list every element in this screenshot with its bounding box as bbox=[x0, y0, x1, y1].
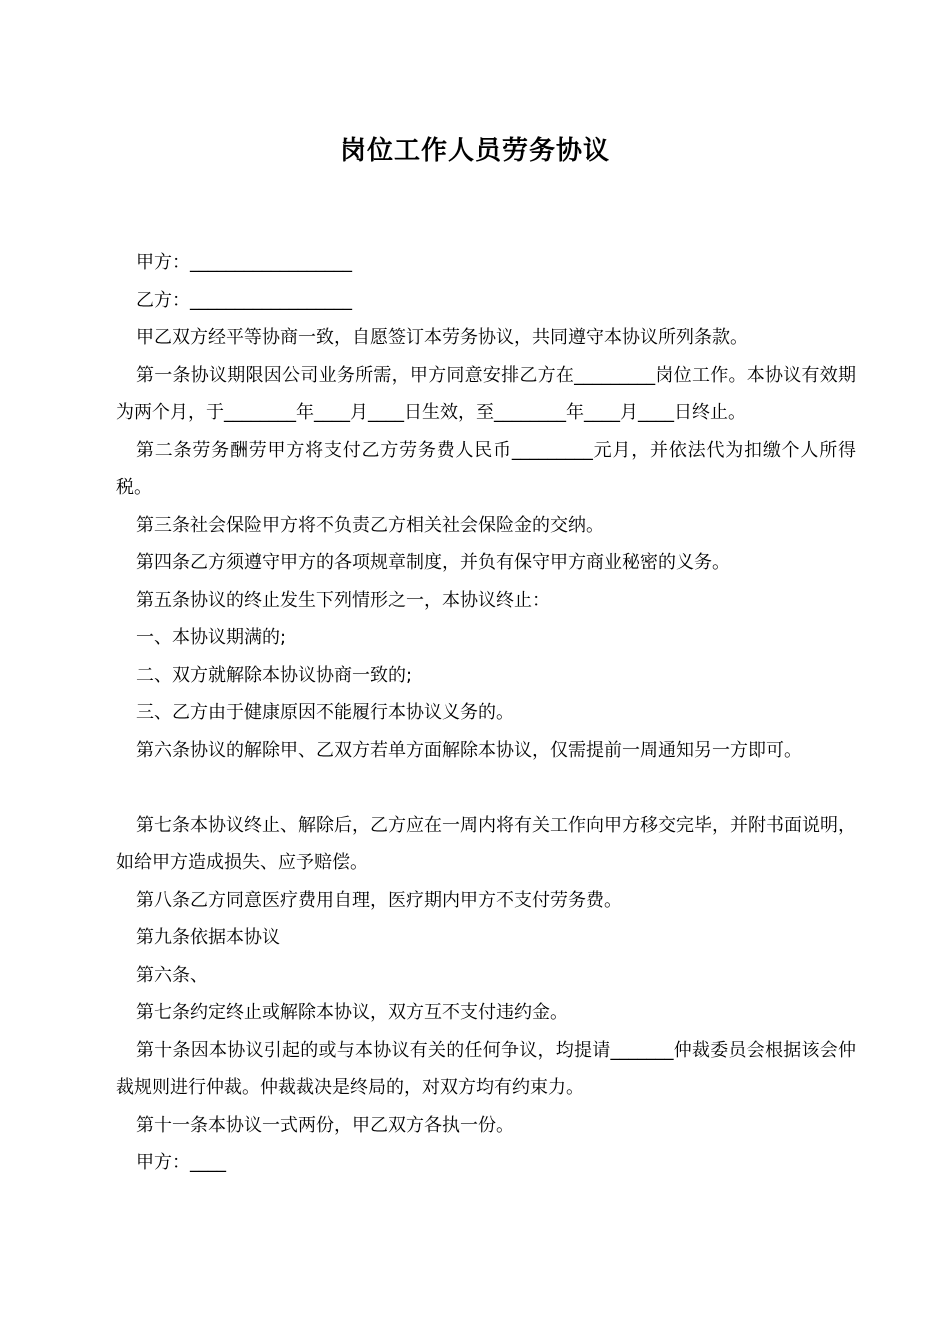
termination-item-3: 三、乙方由于健康原因不能履行本协议义务的。 bbox=[136, 702, 514, 723]
article-10-arbitration: 第十条因本协议引起的或与本协议有关的任何争议，均提请_______仲裁委员会根据该会仲裁规则进行仲裁。仲裁裁决是终局的，对双方均有约束力。 bbox=[116, 1039, 856, 1098]
document-title: 岗位工作人员劳务协议 bbox=[339, 136, 610, 166]
article-9-ref-6: 第六条、 bbox=[136, 964, 208, 986]
paragraph-gap bbox=[116, 769, 856, 807]
party-b-line: 乙方：__________________ bbox=[136, 289, 352, 311]
party-a-line: 甲方：__________________ bbox=[136, 252, 352, 273]
article-8-medical: 第八条乙方同意医疗费用自理，医疗期内甲方不支付劳务费。 bbox=[136, 889, 622, 911]
article-4-obligations: 第四条乙方须遵守甲方的各项规章制度，并负有保守甲方商业秘密的义务。 bbox=[136, 552, 730, 573]
article-1-term: 第一条协议期限因公司业务所需，甲方同意安排乙方在_________岗位工作。本协议有效期为两个月，于________年____月____日生效，至________年____月____日终止。 bbox=[116, 364, 856, 423]
article-9-basis: 第九条依据本协议 bbox=[136, 927, 280, 948]
article-9-ref-7: 第七条约定终止或解除本协议，双方互不支付违约金。 bbox=[136, 1002, 568, 1023]
article-6-dissolution: 第六条协议的解除甲、乙双方若单方面解除本协议，仅需提前一周通知另一方即可。 bbox=[136, 739, 802, 761]
preamble-paragraph: 甲乙双方经平等协商一致，自愿签订本劳务协议，共同遵守本协议所列条款。 bbox=[136, 327, 748, 348]
document-body bbox=[116, 244, 856, 1182]
termination-item-1: 一、本协议期满的; bbox=[136, 627, 287, 648]
article-3-social-insurance: 第三条社会保险甲方将不负责乙方相关社会保险金的交纳。 bbox=[136, 514, 604, 536]
article-7-handover: 第七条本协议终止、解除后，乙方应在一周内将有关工作向甲方移交完毕，并附书面说明，如给甲方造成损失、应予赔偿。 bbox=[116, 814, 856, 873]
article-5-termination: 第五条协议的终止发生下列情形之一，本协议终止： bbox=[136, 589, 550, 611]
termination-item-2: 二、双方就解除本协议协商一致的; bbox=[136, 664, 413, 686]
signature-party-a: 甲方：____ bbox=[136, 1152, 226, 1173]
article-11-copies: 第十一条本协议一式两份，甲乙双方各执一份。 bbox=[136, 1114, 514, 1136]
article-2-remuneration: 第二条劳务酬劳甲方将支付乙方劳务费人民币_________元月，并依法代为扣缴个人所得税。 bbox=[116, 439, 856, 498]
